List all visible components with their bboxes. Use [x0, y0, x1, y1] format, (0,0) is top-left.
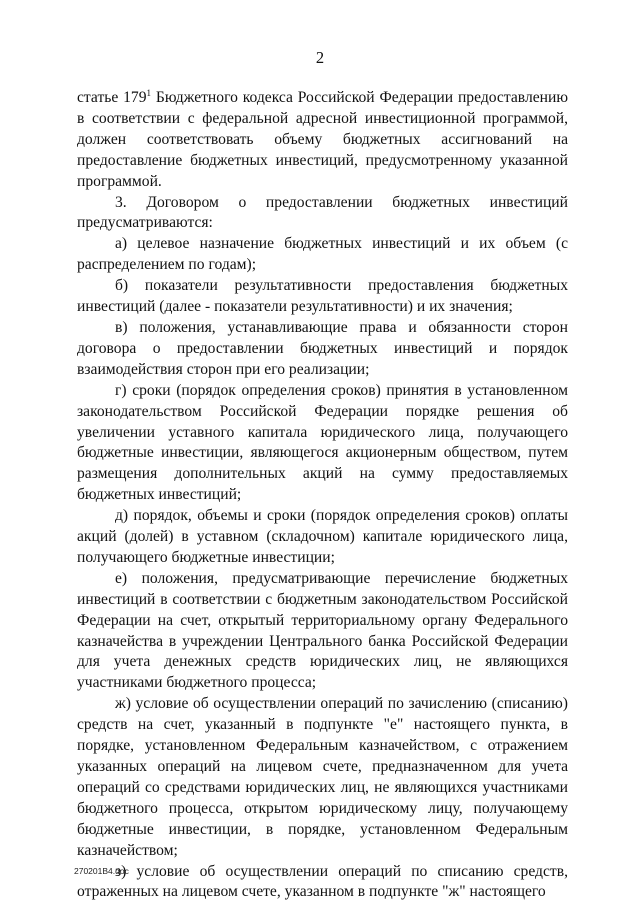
paragraph-item-g: г) сроки (порядок определения сроков) принятия в установленном законодательством Российской Федерации порядке решения об увеличении уставного капитала юридического лица, получающего бюджетные инвестиции, являющегося акционерным обществом, путем размещения дополнительных акций на сумму предоставляемых бюджетных инвестиций;: [77, 381, 568, 504]
paragraph-item-e: е) положения, предусматривающие перечисление бюджетных инвестиций в соответствии с бюджетным законодательством Российской Федерации на счет, открытый территориальному органу Федерального казначейства в учреждении Центрального банка Российской Федерации для учета денежных средств юридических лиц, не являющихся участниками бюджетного процесса;: [77, 569, 568, 692]
paragraph-prefix: статье 179: [77, 89, 147, 106]
paragraph-item-z: з) условие об осуществлении операций по списанию средств, отраженных на лицевом счете, указанном в подпункте "ж" настоящего: [77, 862, 568, 901]
page-number: 2: [315, 48, 325, 67]
paragraph-item-3: 3. Договором о предоставлении бюджетных инвестиций предусматриваются:: [77, 193, 568, 232]
paragraph-text: Бюджетного кодекса Российской Федерации предоставлению в соответствии с федеральной адресной инвестиционной программой, должен соответствовать объему бюджетных ассигнований на предоставление бюджетных инвестиций, предусмотренному указанной программой.: [77, 89, 568, 190]
paragraph-item-d: д) порядок, объемы и сроки (порядок определения сроков) оплаты акций (долей) в уставном (складочном) капитале юридического лица, получающего бюджетные инвестиции;: [77, 507, 568, 566]
footer-filename: 270201В4.doc: [74, 866, 129, 876]
paragraph-item-b: б) показатели результативности предоставления бюджетных инвестиций (далее - показатели результативности) и их значения;: [77, 277, 568, 316]
paragraph-item-a: а) целевое назначение бюджетных инвестиций и их объем (с распределением по годам);: [77, 235, 568, 274]
paragraph-item-v: в) положения, устанавливающие права и обязанности сторон договора о предоставлении бюджетных инвестиций и порядок взаимодействия сторон при его реализации;: [77, 318, 568, 378]
superscript-article-number: 1: [146, 87, 152, 98]
paragraph-item-zh: ж) условие об осуществлении операций по зачислению (списанию) средств на счет, указанный в подпункте "е" настоящего пункта, в порядке, установленном Федеральным казначейством, с отражением указанных операций на лицевом счете, предназначенном для учета операций со средствами юридических лиц, не являющихся участниками бюджетного процесса, открытом юридическому лицу, получающему бюджетные инвестиции, в порядке, установленном Федеральным казначейством;: [77, 695, 568, 859]
document-body: [77, 88, 568, 903]
paragraph-continuation: [77, 88, 568, 193]
